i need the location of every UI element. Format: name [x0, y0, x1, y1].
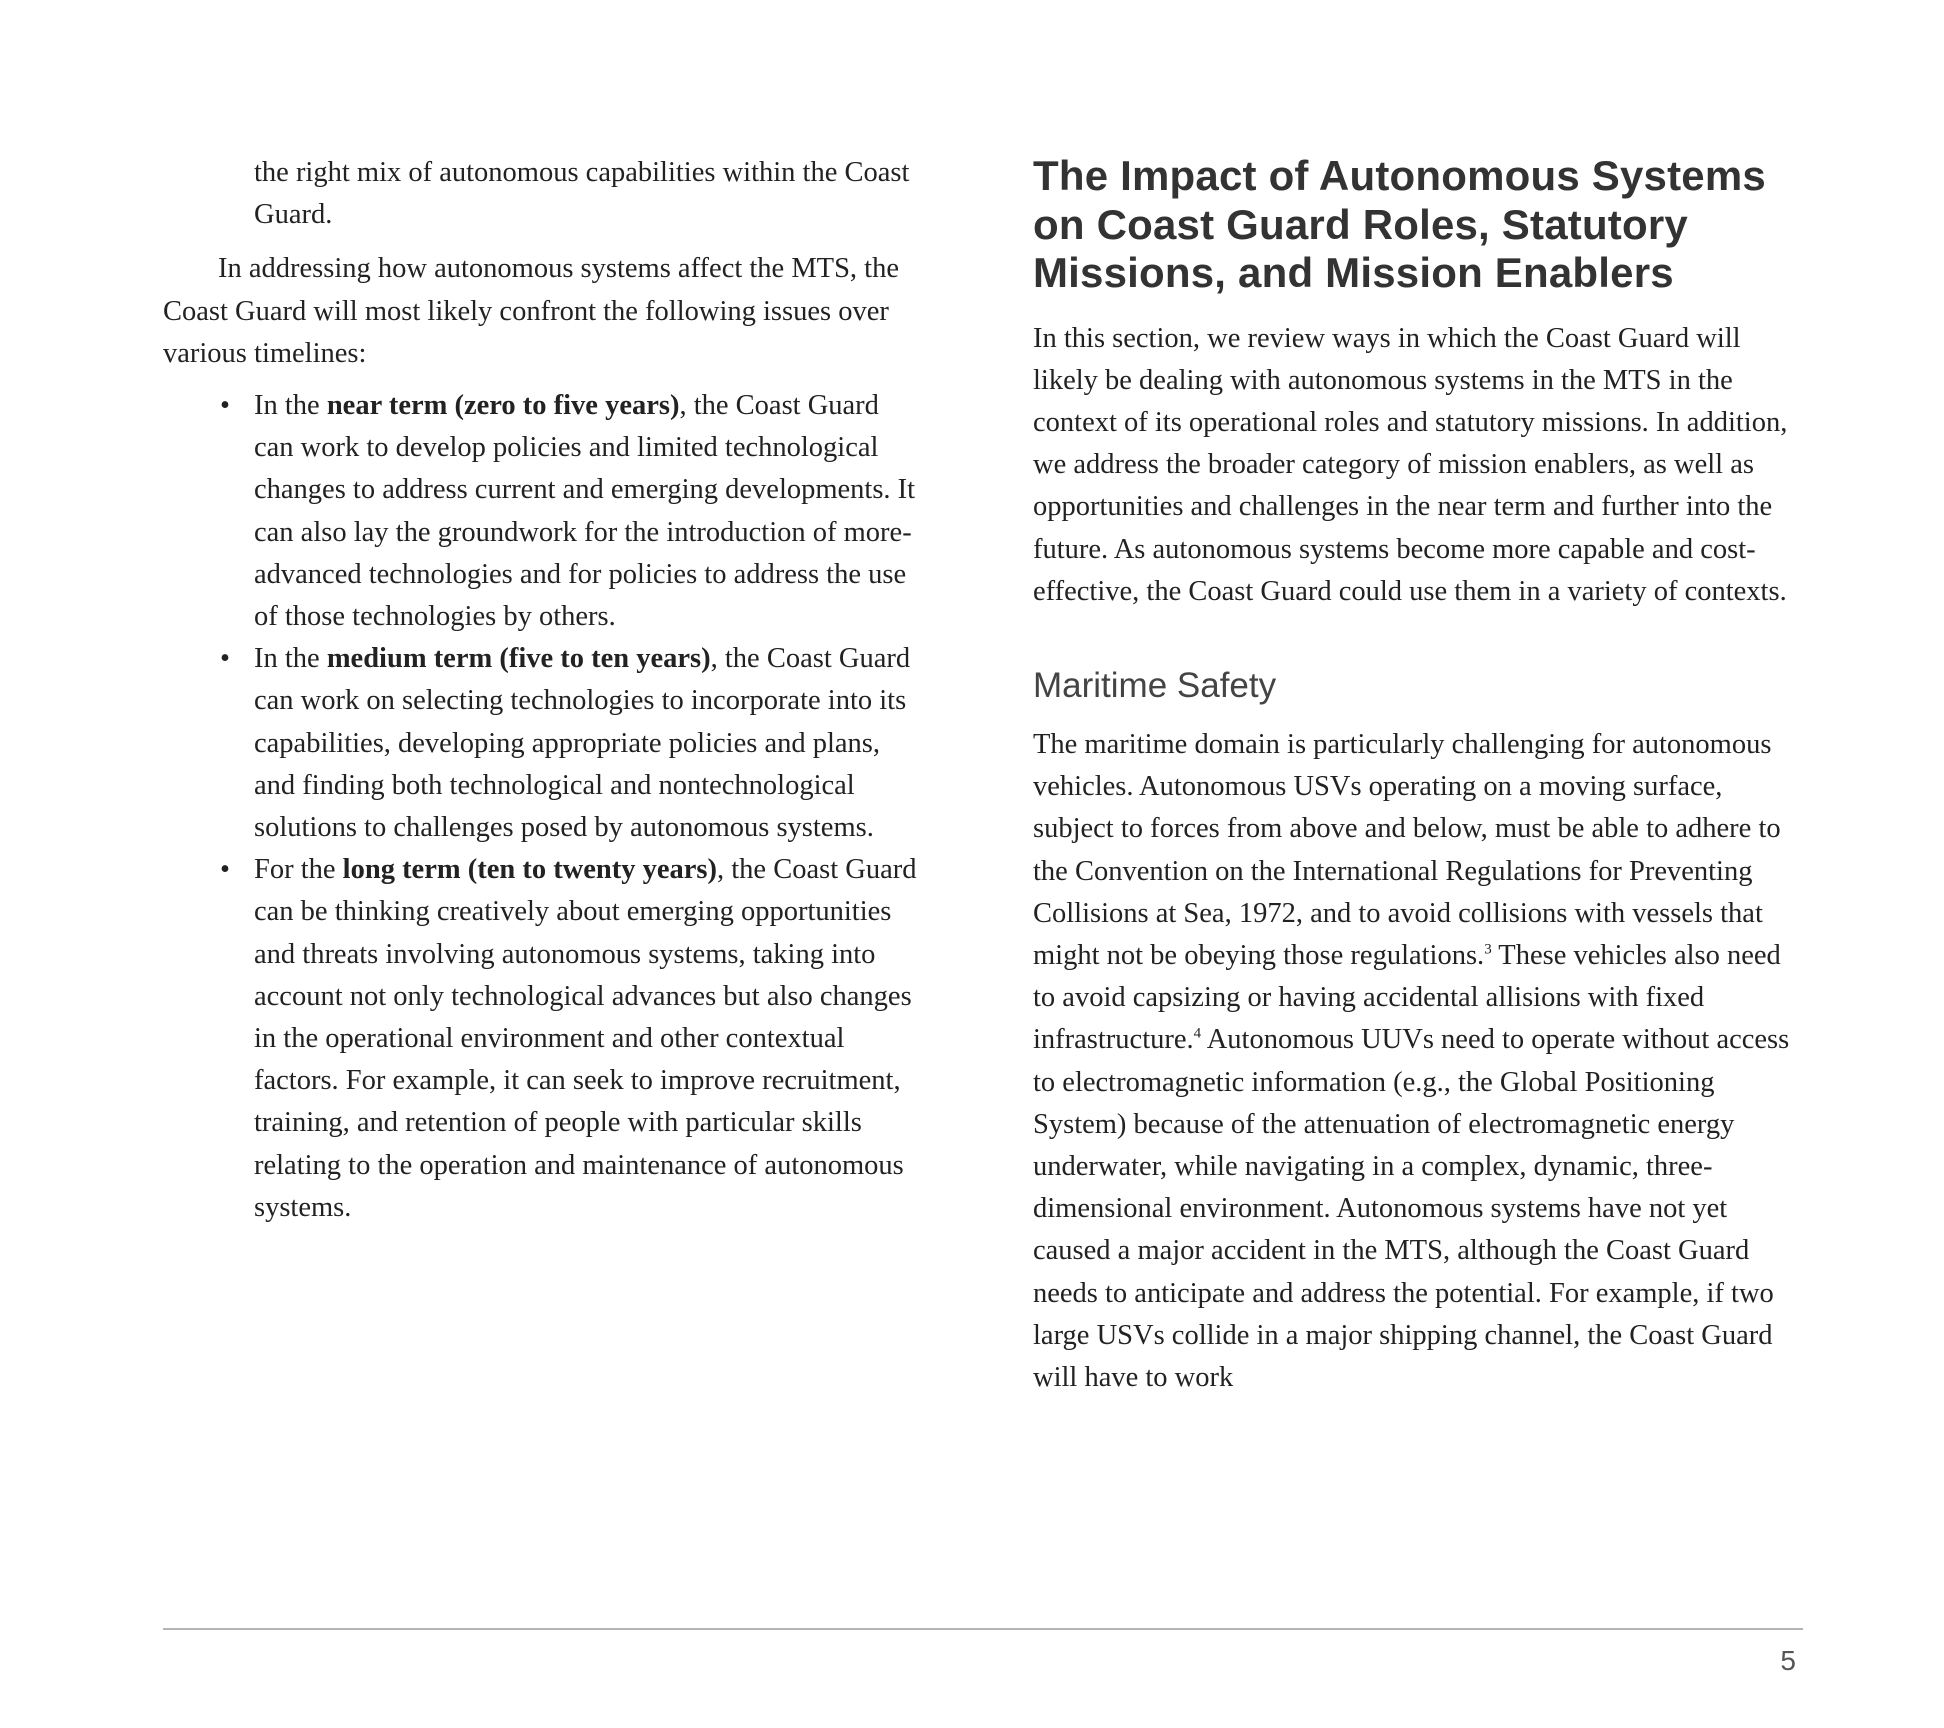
bullet-dot-icon: •: [220, 390, 230, 422]
bullet-text: , the Coast Guard can be thinking creatively about emerging opportunities and threats involving autonomous systems, taking into account not only technological advances but also changes in the operational environment and other contextual factors. For example, it can seek to improve recruitment, training, and retention of people with particular skills relating to the operation and maintenance of autonomous systems.: [254, 854, 917, 1223]
body-text: These vehicles also need to avoid capsizing or having accidental allisions with fixed infrastructure.: [1033, 939, 1781, 1056]
body-text: The maritime domain is particularly challenging for autonomous vehicles. Autonomous USVs operating on a moving surface, subject to forces from above and below, must be able to adhere to the Convention on the International Regulations for Preventing Collisions at Sea, 1972, and to avoid collisions with vessels that might not be obeying those regulations.: [1033, 728, 1781, 971]
right-column: [1033, 152, 1803, 1399]
footnote-ref[interactable]: 3: [1484, 941, 1492, 958]
bullet-near-term: [163, 385, 923, 638]
section-heading: The Impact of Autonomous Systems on Coast Guard Roles, Statutory Missions, and Mission Enablers: [1033, 152, 1766, 296]
bullet-long-term: [163, 849, 923, 1229]
bullet-prefix: In the: [254, 390, 327, 422]
subsection-heading: Maritime Safety: [1033, 665, 1277, 705]
continuation-paragraph: the right mix of autonomous capabilities within the Coast Guard.: [254, 157, 910, 231]
maritime-safety-paragraph: [1033, 724, 1803, 1399]
body-text: Autonomous UUVs need to operate without access to electromagnetic information (e.g., the Global Positioning System) because of the attenuation of electromagnetic energy underwater, while navigating in a complex, dynamic, three-dimensional environment. Autonomous systems have not yet caused a major accident in the MTS, although the Coast Guard needs to anticipate and address the potential. For example, if two large USVs collide in a major shipping channel, the Coast Guard will have to work: [1033, 1024, 1790, 1393]
bullet-dot-icon: •: [220, 854, 230, 886]
timeline-bullet-list: [163, 385, 923, 1229]
bullet-prefix: In the: [254, 643, 327, 675]
bullet-text: , the Coast Guard can work to develop policies and limited technological changes to address current and emerging developments. It can also lay the groundwork for the introduction of more-advanced technologies and for policies to address the use of those technologies by others.: [254, 390, 916, 633]
footer-rule: [163, 1628, 1803, 1630]
bullet-medium-term: [163, 638, 923, 849]
bullet-text: , the Coast Guard can work on selecting technologies to incorporate into its capabilities, developing appropriate policies and plans, and finding both technological and nontechnological solutions to challenges posed by autonomous systems.: [254, 643, 911, 844]
bullet-term-bold: medium term (five to ten years): [326, 643, 711, 675]
bullet-dot-icon: •: [220, 643, 230, 675]
footnote-ref[interactable]: 4: [1193, 1025, 1202, 1042]
intro-paragraph: In addressing how autonomous systems affect the MTS, the Coast Guard will most likely confront the following issues over various timelines:: [163, 253, 899, 369]
bullet-term-bold: long term (ten to twenty years): [342, 854, 718, 886]
left-column: [163, 152, 923, 1229]
bullet-prefix: For the: [254, 854, 343, 886]
section-intro-paragraph: In this section, we review ways in which the Coast Guard will likely be dealing with autonomous systems in the MTS in the context of its operational roles and statutory missions. In addition, we address the broader category of mission enablers, as well as opportunities and challenges in the near term and further into the future. As autonomous systems become more capable and cost-effective, the Coast Guard could use them in a variety of contexts.: [1033, 322, 1788, 607]
page-number: 5: [1780, 1645, 1796, 1676]
bullet-term-bold: near term (zero to five years): [326, 390, 680, 422]
